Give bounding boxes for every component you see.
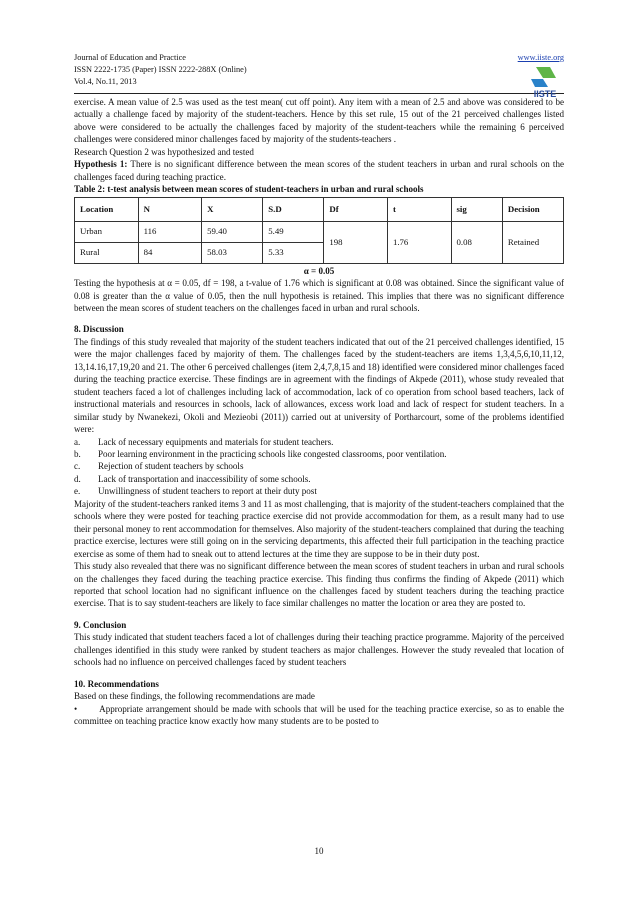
website-link[interactable]: www.iiste.org xyxy=(517,53,564,62)
conclusion-heading: 9. Conclusion xyxy=(74,619,127,630)
recommendations-heading: 10. Recommendations xyxy=(74,678,159,689)
th-df: Df xyxy=(324,197,388,221)
th-sd: S.D xyxy=(263,197,324,221)
recommendations-intro: Based on these findings, the following recommendations are made xyxy=(74,691,315,702)
cell: 5.33 xyxy=(263,242,324,263)
cell-decision: Retained xyxy=(502,221,563,263)
journal-issn: ISSN 2222-1735 (Paper) ISSN 2222-288X (Online) xyxy=(74,65,247,74)
journal-volume: Vol.4, No.11, 2013 xyxy=(74,77,137,86)
list-item: c. Rejection of student teachers by schools xyxy=(74,461,244,472)
ttest-table xyxy=(74,197,564,264)
cell: 84 xyxy=(138,242,202,263)
hypothesis-label: Hypothesis 1: xyxy=(74,159,128,170)
intro-paragraph: exercise. A mean value of 2.5 was used as the test mean( cut off point). Any item with a mean of 2.5 and above was considered to be actually a challenge faced by majority of the student-teachers. Hence by this set rule, 15 out of the 21 perceived challenges listed above were considered to be actually the challenges faced by majority of the student-teachers while the remaining 6 perceived challenges were considered minor challenges faced by majority of the students-teachers . xyxy=(74,97,564,145)
hypothesis xyxy=(74,158,564,183)
th-t: t xyxy=(387,197,451,221)
list-item: b. Poor learning environment in the practicing schools like congested classrooms, poor ventilation. xyxy=(74,448,447,459)
testing-paragraph: Testing the hypothesis at α = 0.05, df = 198, a t-value of 1.76 which is significant at 0.08 was obtained. Since the significant value of 0.08 is greater than the α value of 0.05, then the null hypothesis is retained. This implies that there was no significant difference between the mean scores of student teachers on the challenges faced in urban and rural schools. xyxy=(74,278,564,313)
iiste-logo xyxy=(526,65,564,99)
discussion-paragraph: This study also revealed that there was no significant difference between the mean scores of student teachers in urban and rural schools on the challenges they faced during the teaching practice exercise. This finding thus confirms the finding of Akpede (2011) which reported that school location had no significant influence on the challenges faced by student teachers during the teaching practice exercise. That is to say student-teachers are likely to face similar challenges no matter the location or area they are posted to. xyxy=(74,561,564,609)
journal-header xyxy=(74,52,564,99)
list-item: a. Lack of necessary equipments and materials for student teachers. xyxy=(74,436,334,447)
logo-text: IISTE xyxy=(533,89,557,99)
hypothesis-text: There is no significant difference between the mean scores of the student teachers in urban and rural schools on the challenges faced during teaching practice. xyxy=(74,159,564,182)
list-item: e. Unwillingness of student teachers to report at their duty post xyxy=(74,486,317,497)
th-location: Location xyxy=(75,197,139,221)
journal-title: Journal of Education and Practice xyxy=(74,53,186,62)
th-n: N xyxy=(138,197,202,221)
page-number: 10 xyxy=(314,846,324,856)
research-question: Research Question 2 was hypothesized and tested xyxy=(74,146,254,157)
recommendation-item: • Appropriate arrangement should be made with schools that will be used for the teaching practice exercise, so as to enable the committee on teaching practice know exactly how many students are to be posted to xyxy=(74,703,564,727)
page xyxy=(74,52,564,727)
cell-df: 198 xyxy=(324,221,388,263)
th-decision: Decision xyxy=(502,197,563,221)
th-x: X xyxy=(202,197,263,221)
cell-t: 1.76 xyxy=(387,221,451,263)
header-rule xyxy=(74,93,564,94)
discussion-paragraph: Majority of the student-teachers ranked items 3 and 11 as most challenging, that is majority of the student-teachers complained that the schools where they were posted for teaching practice exercise did not provide accommodation for them, as a result many had to use their personal money to rent accommodation for themselves. Also majority of the student-teachers complained that during the teaching practice exercise, lectures were still going on in the servicing departments, this affected their full participation in the teaching practice exercise as some of them had to sneak out to attend lectures at the time they are suppose to be in their duty post. xyxy=(74,498,564,559)
list-item: d. Lack of transportation and inaccessibility of some schools. xyxy=(74,473,311,484)
table-caption: Table 2: t-test analysis between mean scores of student-teachers in urban and rural schools xyxy=(74,184,424,195)
table-header-row xyxy=(75,197,564,221)
cell: Urban xyxy=(75,221,139,242)
cell: Rural xyxy=(75,242,139,263)
cell-sig: 0.08 xyxy=(451,221,502,263)
th-sig: sig xyxy=(451,197,502,221)
article-body xyxy=(74,96,564,727)
discussion-paragraph: The findings of this study revealed that majority of the student teachers indicated that out of the 21 perceived challenges identified, 15 were the major challenges faced by majority of them. The challenges faced by the student-teachers are items 1,3,4,5,6,10,11,12, 13,14.16,17,19,20 and 21. The other 6 perceived challenges (item 2,4,7,8,15 and 18) identified were considered minor challenges faced during the teaching practice exercise. These findings are in agreement with the findings of Akpede (2011), whose study revealed that student teachers faced a lot of challenges including lack of accommodation, lack of co operation from school based teachers, lack of instructional materials and resources in schools, lack of allowances, excess work load and lack of respect for student teachers. In a similar study by Nwanekezi, Okoli and Mezieobi (2011)) carried out at university of Portharcourt, some of the problems identified were: xyxy=(74,336,564,435)
cell: 5.49 xyxy=(263,221,324,242)
cell: 58.03 xyxy=(202,242,263,263)
conclusion-paragraph: This study indicated that student teachers faced a lot of challenges during their teaching practice programme. Majority of the perceived challenges identified in this study were ranked by student teachers as major challenges. However the study revealed that location of schools had no influence on perceived challenges faced by student teachers xyxy=(74,632,564,668)
cell: 59.40 xyxy=(202,221,263,242)
problem-list xyxy=(74,436,564,498)
alpha-note: α = 0.05 xyxy=(303,265,335,276)
bullet-icon: • xyxy=(74,703,78,714)
discussion-heading: 8. Discussion xyxy=(74,324,124,335)
table-row xyxy=(75,221,564,242)
cell: 116 xyxy=(138,221,202,242)
